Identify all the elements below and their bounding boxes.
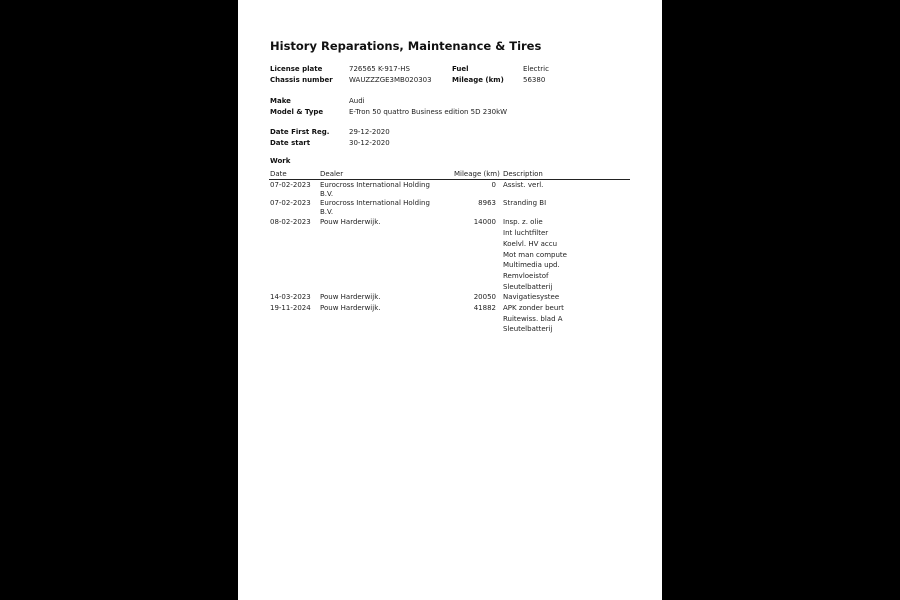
fuel-label: Fuel [452, 65, 469, 73]
table-row-dealer: Pouw Harderwijk. [320, 293, 381, 301]
document-page [238, 0, 662, 600]
fuel-value: Electric [523, 65, 549, 73]
table-row-mileage: 8963 [478, 199, 496, 207]
first-reg-label: Date First Reg. [270, 128, 330, 136]
table-row-description: Assist. verl. [503, 181, 544, 189]
make-value: Audi [349, 97, 365, 105]
work-section-heading: Work [270, 157, 291, 165]
table-row-description: Insp. z. olie [503, 218, 543, 226]
table-row-date: 19-11-2024 [270, 304, 311, 312]
table-row-mileage: 41882 [473, 304, 496, 312]
table-row-date: 08-02-2023 [270, 218, 311, 226]
table-row-description: APK zonder beurt [503, 304, 564, 312]
table-row-description: Sleutelbatterij [503, 283, 553, 291]
table-row-mileage: 0 [491, 181, 496, 189]
chassis-label: Chassis number [270, 76, 333, 84]
table-row-mileage: 20050 [473, 293, 496, 301]
table-row-description: Ruitewiss. blad A [503, 315, 563, 323]
table-row-dealer: Eurocross International Holding B.V. [320, 199, 430, 216]
header-divider [269, 179, 630, 180]
table-row-description: Stranding BI [503, 199, 547, 207]
date-start-value: 30-12-2020 [349, 139, 390, 147]
mileage-value: 56380 [523, 76, 546, 84]
table-row-description: Sleutelbatterij [503, 325, 553, 333]
first-reg-value: 29-12-2020 [349, 128, 390, 136]
column-header-date: Date [270, 170, 287, 178]
make-label: Make [270, 97, 291, 105]
chassis-value: WAUZZZGE3MB020303 [349, 76, 432, 84]
table-row-description: Koelvl. HV accu [503, 240, 558, 248]
page-title: History Reparations, Maintenance & Tires [270, 39, 542, 53]
date-start-label: Date start [270, 139, 311, 147]
table-row-description: Int luchtfilter [503, 229, 549, 237]
column-header-dealer: Dealer [320, 170, 344, 178]
table-row-description: Mot man compute [503, 251, 567, 259]
table-row-date: 07-02-2023 [270, 181, 311, 189]
table-row-dealer: Pouw Harderwijk. [320, 218, 381, 226]
table-row-description: Navigatiesystee [503, 293, 560, 301]
table-row-dealer: Eurocross International Holding B.V. [320, 181, 430, 198]
column-header-mileage: Mileage (km) [454, 170, 500, 178]
license-plate-value: 726565 K-917-HS [349, 65, 410, 73]
model-value: E-Tron 50 quattro Business edition 5D 230kW [349, 108, 508, 116]
table-row-date: 07-02-2023 [270, 199, 311, 207]
table-row-mileage: 14000 [473, 218, 496, 226]
table-row-description: Remvloeistof [503, 272, 549, 280]
table-row-dealer: Pouw Harderwijk. [320, 304, 381, 312]
model-label: Model & Type [270, 108, 324, 116]
license-plate-label: License plate [270, 65, 323, 73]
mileage-label: Mileage (km) [452, 76, 504, 84]
table-row-description: Multimedia upd. [503, 261, 560, 269]
table-row-date: 14-03-2023 [270, 293, 311, 301]
column-header-description: Description [503, 170, 543, 178]
